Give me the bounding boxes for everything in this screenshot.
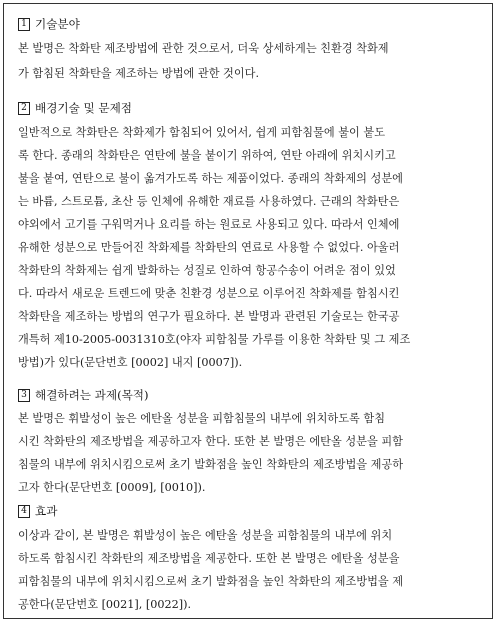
paragraph-line: 본 발명은 휘발성이 높은 에탄올 성분을 피함침물의 내부에 위치하도록 함침 xyxy=(18,412,386,425)
paragraph-line: 공한다(문단번호 [0021], [0022]). xyxy=(18,598,192,611)
section-number-box: 1 xyxy=(18,18,30,31)
section-number-box: 3 xyxy=(18,389,30,402)
paragraph-line: 록 한다. 종래의 착화탄은 연탄에 불을 붙이기 위하여, 연탄 아래에 위치시키고 xyxy=(18,149,396,162)
paragraph-line: 이상과 같이, 본 발명은 휘발성이 높은 에탄올 성분을 피함침물의 내부에 위치 xyxy=(18,529,393,542)
paragraph-line: 가 함침된 착화탄을 제조하는 방법에 관한 것이다. xyxy=(18,67,260,80)
paragraph-line: 시킨 착화탄의 제조방법을 제공하고자 한다. 또한 본 발명은 에탄올 성분을 피함 xyxy=(18,435,403,448)
paragraph-line: 는 바륨, 스트로튬, 초산 등 인체에 유해한 재료를 사용하였다. 근래의 착화탄은 xyxy=(18,195,400,208)
paragraph-line: 다. 따라서 새로운 트렌드에 맞춘 친환경 성분으로 이루어진 착화제를 함침시킨 xyxy=(18,287,400,300)
paragraph-line: 피함침물의 내부에 위치시킴으로써 초기 발화점을 높인 착화탄의 제조방법을 제 xyxy=(18,575,404,588)
document-frame xyxy=(3,3,493,619)
paragraph-line: 착화탄을 제조하는 방법의 연구가 필요하다. 본 발명과 관련된 기술로는 한국공 xyxy=(18,310,400,323)
section-number-box: 2 xyxy=(18,102,30,115)
section-heading xyxy=(18,388,149,402)
paragraph-line: 야외에서 고기를 구워먹거나 요리를 하는 원료로 사용되고 있다. 따라서 인체에 xyxy=(18,218,400,231)
section-title: 배경기술 및 문제점 xyxy=(35,101,132,115)
section-number-box: 4 xyxy=(18,505,30,518)
paragraph-line: 일반적으로 착화탄은 착화제가 함침되어 있어서, 쉽게 피함침물에 불이 붙도 xyxy=(18,126,386,139)
paragraph-line: 착화탄의 착화제는 쉽게 발화하는 성질로 인하여 항공수송이 어려운 점이 있었 xyxy=(18,264,396,277)
paragraph-line: 방법)가 있다(문단번호 [0002] 내지 [0007]). xyxy=(18,356,243,369)
paragraph-line: 고자 한다(문단번호 [0009], [0010]). xyxy=(18,481,206,494)
paragraph-line: 하도록 함침시킨 착화탄의 제조방법을 제공한다. 또한 본 발명은 에탄올 성분을 xyxy=(18,552,400,565)
paragraph-line: 유해한 성분으로 만들어진 착화제를 착화탄의 연료로 사용할 수 없었다. 아울러 xyxy=(18,241,400,254)
section-heading xyxy=(18,101,132,115)
section-title: 효과 xyxy=(35,504,58,518)
section-heading xyxy=(18,504,57,518)
section-heading xyxy=(18,17,80,31)
section-title: 기술분야 xyxy=(35,17,80,31)
paragraph-line: 불을 붙여, 연탄으로 불이 옮겨가도록 하는 제품이었다. 종래의 착화제의 성분에 xyxy=(18,172,403,185)
paragraph-line: 본 발명은 착화탄 제조방법에 관한 것으로서, 더욱 상세하게는 친환경 착화제 xyxy=(18,42,389,55)
paragraph-line: 개특허 제10-2005-0031310호(야자 피함침물 가루를 이용한 착화탄 및 그 제조 xyxy=(18,333,411,346)
section-title: 해결하려는 과제(목적) xyxy=(35,388,149,402)
paragraph-line: 침물의 내부에 위치시킴으로써 초기 발화점을 높인 착화탄의 제조방법을 제공하 xyxy=(18,458,404,471)
